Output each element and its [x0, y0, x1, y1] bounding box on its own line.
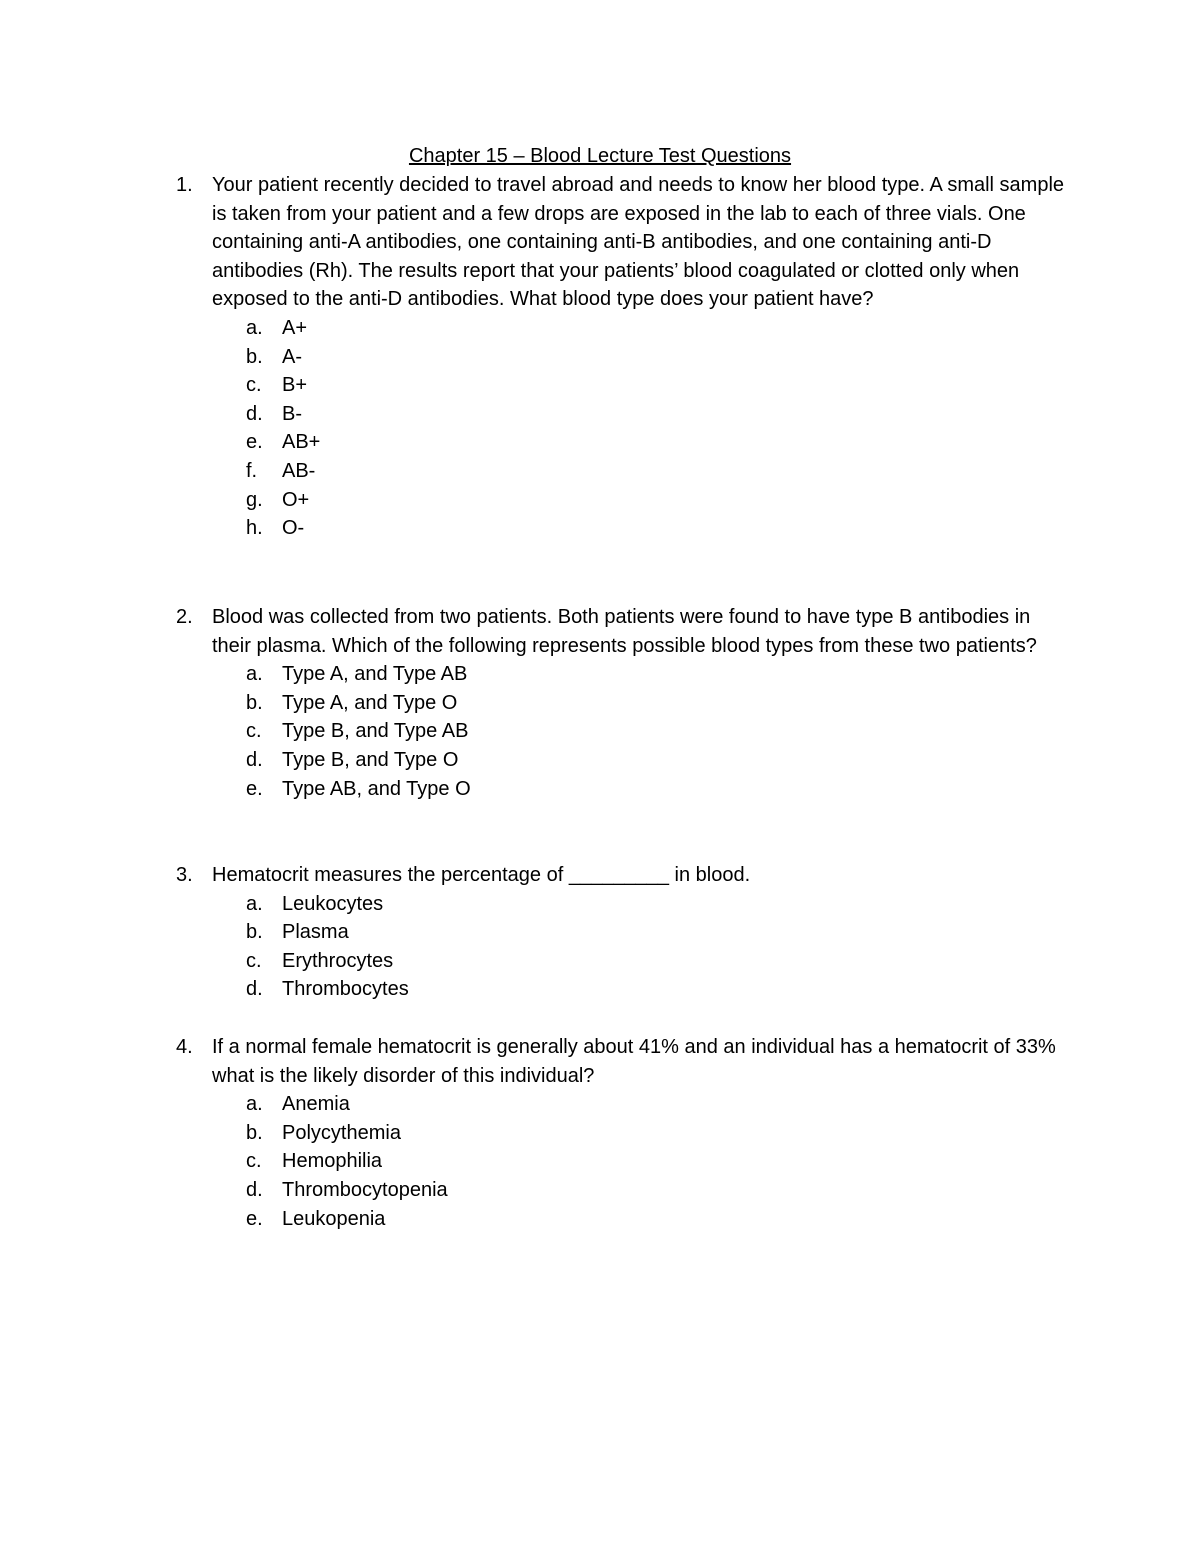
option-letter: d. [246, 978, 263, 1001]
option-letter: e. [246, 777, 263, 800]
option-text: Leukopenia [282, 1207, 386, 1230]
option-text: Polycythemia [282, 1121, 401, 1144]
question-text: Hematocrit measures the percentage of _________ in blood. [212, 864, 751, 886]
option-text: Type A, and Type AB [282, 663, 468, 686]
answer-options [176, 1090, 1076, 1233]
answer-option [176, 514, 1076, 543]
option-text: Plasma [282, 921, 349, 944]
question-text: Blood was collected from two patients. Both patients were found to have type B antibodies in their plasma. Which of the following represents possible blood types from these two patients? [212, 606, 1037, 657]
question-text: If a normal female hematocrit is generally about 41% and an individual has a hematocrit of 33% what is the likely disorder of this individual? [212, 1036, 1056, 1087]
question-3 [176, 861, 1076, 1004]
answer-option [176, 1119, 1076, 1148]
answer-option [176, 975, 1076, 1004]
option-letter: d. [246, 748, 263, 771]
answer-option [176, 890, 1076, 919]
option-letter: d. [246, 402, 263, 425]
answer-option [176, 400, 1076, 429]
option-letter: c. [246, 720, 262, 743]
option-letter: c. [246, 949, 262, 972]
option-letter: a. [246, 663, 263, 686]
option-text: AB- [282, 459, 316, 482]
answer-option [176, 947, 1076, 976]
option-text: B- [282, 402, 302, 425]
option-text: A+ [282, 316, 308, 339]
answer-option [176, 428, 1076, 457]
question-1 [176, 171, 1076, 543]
answer-option [176, 775, 1076, 804]
option-letter: c. [246, 374, 262, 397]
question-number: 3. [176, 864, 193, 886]
question-2 [176, 603, 1076, 803]
option-letter: c. [246, 1150, 262, 1173]
answer-options [176, 890, 1076, 1004]
answer-option [176, 1205, 1076, 1234]
answer-option [176, 486, 1076, 515]
question-4 [176, 1033, 1076, 1233]
option-text: Leukocytes [282, 892, 384, 915]
option-text: A- [282, 345, 302, 368]
answer-options [176, 660, 1076, 803]
answer-option [176, 457, 1076, 486]
option-text: O- [282, 517, 305, 540]
option-letter: e. [246, 431, 263, 454]
answer-option [176, 1147, 1076, 1176]
option-text: Thrombocytopenia [282, 1178, 448, 1201]
answer-option [176, 1176, 1076, 1205]
answer-option [176, 371, 1076, 400]
answer-option [176, 314, 1076, 343]
option-text: Type B, and Type O [282, 748, 459, 771]
option-letter: a. [246, 1093, 263, 1116]
option-text: Thrombocytes [282, 978, 409, 1001]
option-text: O+ [282, 488, 310, 511]
option-letter: b. [246, 691, 263, 714]
option-text: B+ [282, 374, 308, 397]
answer-option [176, 746, 1076, 775]
option-text: Type B, and Type AB [282, 720, 469, 743]
question-text: Your patient recently decided to travel abroad and needs to know her blood type. A small sample is taken from your patient and a few drops are exposed in the lab to each of three vials. One containing anti-A antibodies, one containing anti-B antibodies, and one containing anti-D antibodies (Rh). The results report that your patients’ blood coagulated or clotted only when exposed to the anti-D antibodies. What blood type does your patient have? [212, 174, 1065, 311]
option-text: Type AB, and Type O [282, 777, 471, 800]
option-text: AB+ [282, 431, 321, 454]
answer-option [176, 1090, 1076, 1119]
option-letter: b. [246, 345, 263, 368]
answer-option [176, 689, 1076, 718]
question-number: 4. [176, 1036, 193, 1058]
document-title: Chapter 15 – Blood Lecture Test Questions [408, 145, 792, 167]
answer-option [176, 343, 1076, 372]
option-letter: a. [246, 316, 263, 339]
answer-option [176, 918, 1076, 947]
answer-option [176, 660, 1076, 689]
option-letter: g. [246, 488, 263, 511]
question-number: 2. [176, 606, 193, 628]
answer-options [176, 314, 1076, 543]
option-letter: f. [246, 459, 258, 482]
option-letter: b. [246, 921, 263, 944]
question-number: 1. [176, 174, 193, 196]
option-text: Hemophilia [282, 1150, 383, 1173]
option-letter: b. [246, 1121, 263, 1144]
option-text: Type A, and Type O [282, 691, 458, 714]
option-letter: h. [246, 517, 263, 540]
option-letter: a. [246, 892, 263, 915]
option-text: Erythrocytes [282, 949, 394, 972]
option-letter: e. [246, 1207, 263, 1230]
answer-option [176, 717, 1076, 746]
option-letter: d. [246, 1178, 263, 1201]
option-text: Anemia [282, 1093, 350, 1116]
